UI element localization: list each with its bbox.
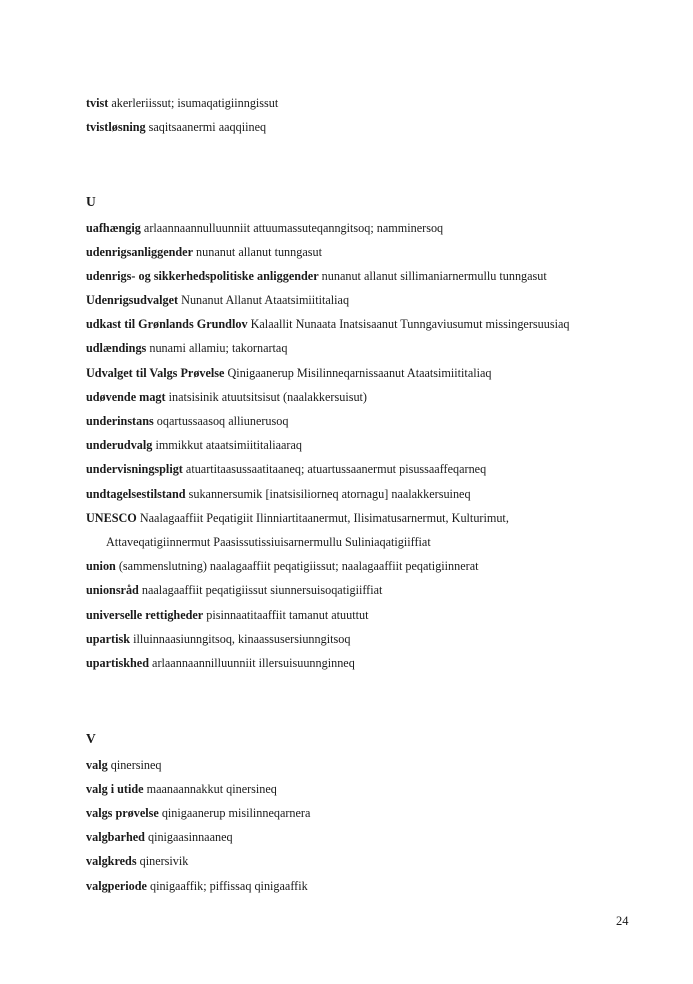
entry-term: tvistløsning [86,120,146,134]
entry-definition-continued: Attaveqatigiinnermut Paasissutissiuisarnermullu Suliniaqatigiiffiat [106,535,431,549]
entry-definition: Kalaallit Nunaata Inatsisaanut Tunngaviusumut missingersuusiaq [250,317,570,331]
entry [86,461,486,477]
entry-definition: nunanut allanut sillimaniarnermullu tunngasut [321,269,547,283]
entry-continuation [106,534,431,550]
entry [86,805,310,821]
entry [86,119,266,135]
entry-term: udøvende magt [86,390,166,404]
entry-term: undtagelsestilstand [86,487,186,501]
entry-term: Udvalget til Valgs Prøvelse [86,366,225,380]
entry-term: upartiskhed [86,656,149,670]
entry [86,340,287,356]
entry-term: udlændings [86,341,147,355]
entry [86,829,233,845]
entry-definition: saqitsaanermi aaqqiineq [148,120,267,134]
entry [86,486,471,502]
entry-definition: akerleriissut; isumaqatigiinngissut [111,96,279,110]
entry-term: valgperiode [86,879,147,893]
entry [86,292,349,308]
entry-term: union [86,559,116,573]
entry [86,316,569,332]
entry-term: unionsråd [86,583,139,597]
entry-definition: pisinnaatitaaffiit tamanut atuuttut [206,608,369,622]
entry [86,95,278,111]
entry-definition: arlaannaannulluunniit attuumassuteqanngitsoq; namminersoq [143,221,444,235]
entry [86,389,367,405]
entry-term: valgs prøvelse [86,806,159,820]
entry-term: undervisningspligt [86,462,183,476]
entry-term: universelle rettigheder [86,608,204,622]
entry-term: underudvalg [86,438,153,452]
entry-term: udenrigs- og sikkerhedspolitiske anliggender [86,269,319,283]
entry [86,757,162,773]
entry-definition: oqartussaasoq alliunerusoq [156,414,289,428]
entry [86,878,308,894]
entry-definition: atuartitaasussaatitaaneq; atuartussaanermut pisussaaffeqarneq [185,462,487,476]
entry-term: valg [86,758,108,772]
entry [86,781,277,797]
entry [86,510,509,526]
entry-term: UNESCO [86,511,137,525]
entry [86,413,288,429]
entry-definition: Naalagaaffiit Peqatigiit Ilinniartitaanermut, Ilisimatusarnermut, Kulturimut, [139,511,509,525]
entry [86,853,188,869]
entry [86,268,547,284]
entry [86,365,492,381]
entry-definition: qinersivik [139,854,189,868]
entry-definition: (sammenslutning) naalagaaffiit peqatigiissut; naalagaaffiit peqatigiinnerat [118,559,479,573]
entry-definition: inatsisinik atuutsitsisut (naalakkersuisut) [168,390,367,404]
entry-term: valgkreds [86,854,137,868]
entry-definition: nunami allamiu; takornartaq [149,341,288,355]
entry-term: valgbarhed [86,830,145,844]
entry [86,655,355,671]
entry-term: udenrigsanliggender [86,245,193,259]
entry [86,631,350,647]
page-number: 24 [616,914,629,928]
entry [86,607,369,623]
entry [86,582,382,598]
entry-term: valg i utide [86,782,144,796]
entry-definition: immikkut ataatsimiititaliaaraq [155,438,302,452]
entry-definition: naalagaaffiit peqatigiissut siunnersuisoqatigiiffiat [141,583,383,597]
entry [86,220,443,236]
section-letter: U [86,194,96,209]
entry-term: tvist [86,96,109,110]
entry-term: udkast til Grønlands Grundlov [86,317,248,331]
entry [86,244,322,260]
entry-term: Udenrigsudvalget [86,293,179,307]
entry [86,558,479,574]
entry-definition: qinigaaffik; piffissaq qinigaaffik [149,879,308,893]
entry-definition: qinersineq [110,758,162,772]
entry-definition: Qinigaanerup Misilinneqarnissaanut Ataatsimiititaliaq [227,366,492,380]
entry-definition: nunanut allanut tunngasut [196,245,322,259]
entry [86,437,302,453]
entry-term: underinstans [86,414,154,428]
entry-definition: illuinnaasiunngitsoq, kinaassusersiunngitsoq [133,632,351,646]
entry-definition: qinigaanerup misilinneqarnera [161,806,311,820]
entry-term: uafhængig [86,221,141,235]
entry-term: upartisk [86,632,131,646]
section-letter: V [86,731,96,746]
entry-definition: maanaannakkut qinersineq [146,782,277,796]
entry-definition: arlaannaannilluunniit illersuisuunnginneq [152,656,355,670]
entry-definition: Nunanut Allanut Ataatsimiititaliaq [181,293,350,307]
entry-definition: sukannersumik [inatsisiliorneq atornagu] naalakkersuineq [188,487,471,501]
entry-definition: qinigaasinnaaneq [147,830,233,844]
